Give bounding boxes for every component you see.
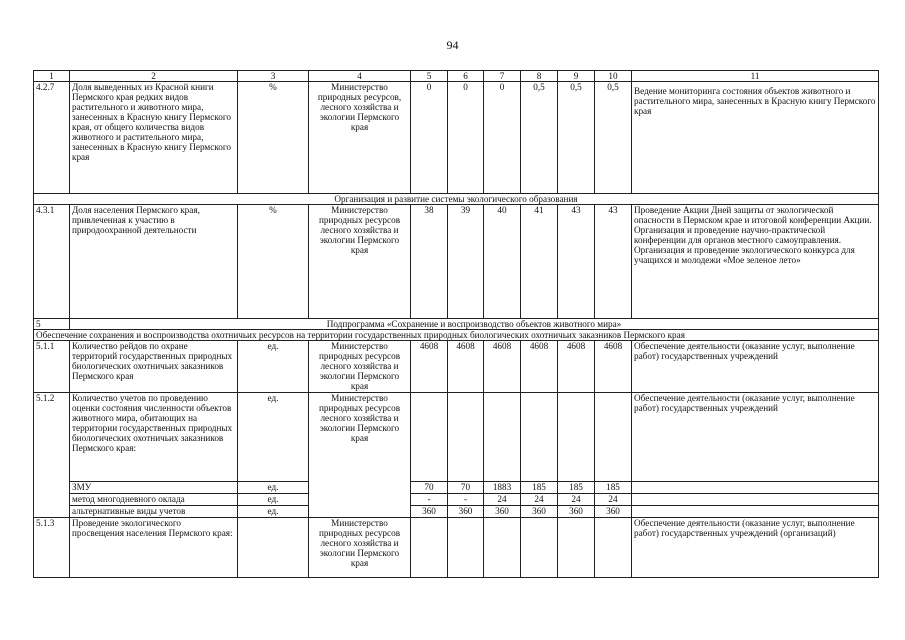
row-unit: % xyxy=(238,82,309,194)
value-cell: 24 xyxy=(558,494,595,506)
value-cell: 360 xyxy=(521,506,558,518)
task-title: Обеспечение сохранения и воспроизводства охотничьих ресурсов на территории государственных природных биологических охотничьих заказников Пермского края xyxy=(34,330,879,341)
subrow-name: альтернативные виды учетов xyxy=(70,506,238,518)
row-unit: % xyxy=(238,205,309,319)
subrow-unit: ед. xyxy=(238,506,309,518)
row-code: 4.2.7 xyxy=(34,82,70,194)
value-cell: 4608 xyxy=(448,341,484,393)
row-name: Количество учетов по проведению оценки состояния численности объектов животного мира, обитающих на территории государственных природных биологических охотничьих заказников Пермского края: xyxy=(70,393,238,482)
indicators-table xyxy=(33,70,879,578)
value-cell: 24 xyxy=(484,494,521,506)
row-note xyxy=(632,494,879,506)
value-cell: 0 xyxy=(448,82,484,194)
table-row xyxy=(34,205,879,319)
header-cell: 7 xyxy=(484,71,521,82)
value-cell: 0 xyxy=(484,82,521,194)
row-unit: ед. xyxy=(238,341,309,393)
value-cell: 39 xyxy=(448,205,484,319)
row-code: 5.1.1 xyxy=(34,341,70,393)
row-note: Ведение мониторинга состояния объектов животного и растительного мира, занесенных в Красную книгу Пермского края xyxy=(632,82,879,194)
value-cell: 40 xyxy=(484,205,521,319)
section-title: Организация и развитие системы экологического образования xyxy=(34,194,879,205)
value-cell: 4608 xyxy=(521,341,558,393)
value-cell: 38 xyxy=(411,205,448,319)
row-name: Доля выведенных из Красной книги Пермского края редких видов растительного и животного мира, занесенных в Красную книгу Пермского края, от общего количества видов животного и растительного мира, занесенных в Красную книгу Пермского края xyxy=(70,82,238,194)
row-org: Министерство природных ресурсов лесного хозяйства и экологии Пермского края xyxy=(309,341,411,393)
value-cell: 185 xyxy=(521,482,558,494)
value-cell xyxy=(521,518,558,578)
row-note xyxy=(632,482,879,494)
value-cell xyxy=(411,393,448,482)
value-cell xyxy=(448,518,484,578)
row-note xyxy=(632,506,879,518)
value-cell: 70 xyxy=(448,482,484,494)
value-cell: 4608 xyxy=(558,341,595,393)
value-cell: 185 xyxy=(595,482,632,494)
row-code: 4.3.1 xyxy=(34,205,70,319)
value-cell: 24 xyxy=(521,494,558,506)
header-cell: 6 xyxy=(448,71,484,82)
header-cell: 4 xyxy=(309,71,411,82)
table-subrow xyxy=(34,482,879,494)
value-cell: 4608 xyxy=(411,341,448,393)
row-unit: ед. xyxy=(238,393,309,482)
subrow-unit: ед. xyxy=(238,494,309,506)
header-cell: 3 xyxy=(238,71,309,82)
header-cell: 5 xyxy=(411,71,448,82)
table-row xyxy=(34,82,879,194)
value-cell: 360 xyxy=(448,506,484,518)
value-cell xyxy=(595,518,632,578)
table-subrow xyxy=(34,506,879,518)
header-cell: 8 xyxy=(521,71,558,82)
row-name: Проведение экологического просвещения населения Пермского края: xyxy=(70,518,238,578)
table-subrow xyxy=(34,494,879,506)
value-cell: 0,5 xyxy=(595,82,632,194)
header-row xyxy=(34,71,879,82)
row-note: Обеспечение деятельности (оказание услуг, выполнение работ) государственных учреждений xyxy=(632,341,879,393)
value-cell: 41 xyxy=(521,205,558,319)
value-cell: 185 xyxy=(558,482,595,494)
value-cell xyxy=(595,393,632,482)
subrow-name: ЗМУ xyxy=(70,482,238,494)
value-cell: 360 xyxy=(595,506,632,518)
subrow-name: метод многодневного оклада xyxy=(70,494,238,506)
value-cell xyxy=(558,518,595,578)
value-cell: 70 xyxy=(411,482,448,494)
value-cell: 4608 xyxy=(595,341,632,393)
value-cell: 1883 xyxy=(484,482,521,494)
value-cell xyxy=(484,393,521,482)
header-cell: 1 xyxy=(34,71,70,82)
header-cell: 9 xyxy=(558,71,595,82)
task-row xyxy=(34,330,879,341)
row-org: Министерство природных ресурсов лесного хозяйства и экологии Пермского края xyxy=(309,205,411,319)
value-cell xyxy=(448,393,484,482)
value-cell: 43 xyxy=(558,205,595,319)
row-name: Количество рейдов по охране территорий государственных природных биологических охотничьих заказников Пермского края xyxy=(70,341,238,393)
value-cell xyxy=(411,518,448,578)
row-org: Министерство природных ресурсов лесного хозяйства и экологии Пермского края xyxy=(309,393,411,518)
header-cell: 11 xyxy=(632,71,879,82)
value-cell: 0,5 xyxy=(521,82,558,194)
row-org: Министерство природных ресурсов, лесного хозяйства и экологии Пермского края xyxy=(309,82,411,194)
value-cell xyxy=(558,393,595,482)
value-cell: - xyxy=(448,494,484,506)
value-cell xyxy=(484,518,521,578)
value-cell: 43 xyxy=(595,205,632,319)
value-cell: 4608 xyxy=(484,341,521,393)
value-cell xyxy=(521,393,558,482)
subprogram-row xyxy=(34,319,879,330)
value-cell: 360 xyxy=(411,506,448,518)
subprogram-code: 5 xyxy=(34,319,70,330)
row-note: Обеспечение деятельности (оказание услуг, выполнение работ) государственных учреждений (организаций) xyxy=(632,518,879,578)
row-note: Проведение Акции Дней защиты от экологической опасности в Пермском крае и итоговой конференции Акции. Организация и проведение научно-практической конференции для органов местного самоуправления. Организация и проведение экологического конкурса для учащихся и молодежи «Мое зеленое лето» xyxy=(632,205,879,319)
value-cell: 360 xyxy=(484,506,521,518)
value-cell: 360 xyxy=(558,506,595,518)
row-name: Доля населения Пермского края, привлеченная к участию в природоохранной деятельности xyxy=(70,205,238,319)
table-row xyxy=(34,518,879,578)
subprogram-title: Подпрограмма «Сохранение и воспроизводство объектов животного мира» xyxy=(70,319,879,330)
header-cell: 10 xyxy=(595,71,632,82)
value-cell: 0 xyxy=(411,82,448,194)
row-unit xyxy=(238,518,309,578)
table-row xyxy=(34,393,879,482)
value-cell: 24 xyxy=(595,494,632,506)
page-number: 94 xyxy=(446,38,459,52)
value-cell: 0,5 xyxy=(558,82,595,194)
header-cell: 2 xyxy=(70,71,238,82)
row-note: Обеспечение деятельности (оказание услуг, выполнение работ) государственных учреждений xyxy=(632,393,879,482)
row-code: 5.1.2 xyxy=(34,393,70,518)
table-row xyxy=(34,341,879,393)
subrow-unit: ед. xyxy=(238,482,309,494)
section-row xyxy=(34,194,879,205)
value-cell: - xyxy=(411,494,448,506)
row-code: 5.1.3 xyxy=(34,518,70,578)
row-org: Министерство природных ресурсов лесного хозяйства и экологии Пермского края xyxy=(309,518,411,578)
